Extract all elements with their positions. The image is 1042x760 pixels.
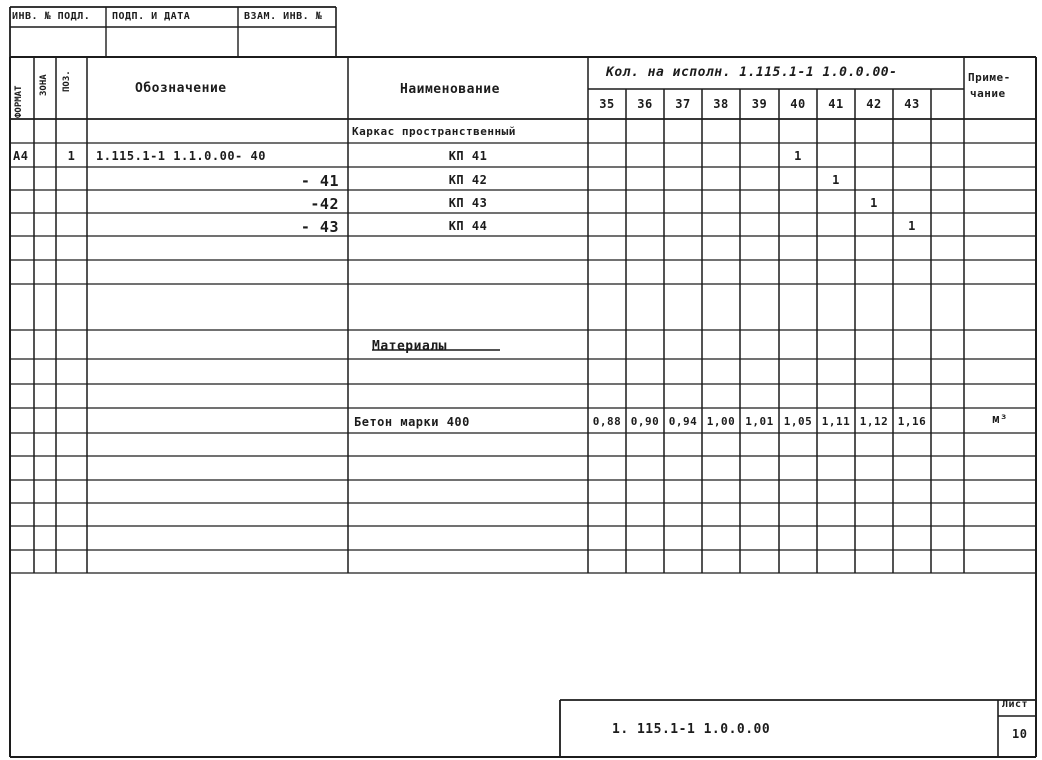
row-format: А4 (13, 149, 29, 163)
header-note-1: Приме- (968, 71, 1011, 84)
title-block-code: 1. 115.1-1 1.0.0.00 (612, 722, 771, 737)
variant-header: 35 (599, 97, 615, 111)
row-qty: 0,88 (592, 415, 622, 428)
row-qty: 0,94 (668, 415, 698, 428)
row-designation: - 43 (300, 218, 339, 236)
row-name: КП 41 (448, 149, 488, 163)
stamp-podp-data: ПОДП. И ДАТА (112, 11, 191, 22)
row-qty: 1 (870, 196, 878, 210)
row-qty: 1,05 (783, 415, 813, 428)
header-format: ФОРМАТ (14, 85, 24, 118)
row-name: КП 44 (448, 219, 488, 233)
row-name: КП 42 (448, 173, 488, 187)
header-qty-title: Кол. на исполн. 1.115.1-1 1.0.0.00- (606, 65, 898, 80)
sheet-label: Лист (1002, 699, 1029, 710)
variant-header: 37 (675, 97, 691, 111)
stamp-inv-podl: ИНВ. № ПОДЛ. (12, 11, 91, 22)
variant-header: 39 (751, 97, 768, 111)
row-designation: 1.115.1-1 1.1.0.00- 40 (96, 149, 266, 163)
row-qty: 0,90 (630, 415, 660, 428)
header-note-2: чание (970, 87, 1006, 100)
row-designation: - 41 (300, 172, 339, 190)
row-note: м³ (992, 412, 1008, 426)
row-qty: 1,01 (745, 415, 774, 428)
row-designation: -42 (310, 195, 339, 213)
row-name: Каркас пространственный (352, 125, 516, 138)
row-qty: 1 (832, 173, 840, 187)
variant-header: 43 (904, 97, 920, 111)
header-designation: Обозначение (135, 81, 227, 96)
header-name: Наименование (400, 82, 500, 97)
header-zona: ЗОНА (39, 74, 49, 96)
row-name: КП 43 (448, 196, 488, 210)
row-qty: 1,00 (706, 415, 736, 428)
row-qty: 1,12 (859, 415, 889, 428)
header-poz: ПОЗ. (62, 70, 72, 92)
variant-header: 40 (790, 97, 806, 111)
stamp-vzam-inv: ВЗАМ. ИНВ. № (244, 11, 323, 22)
variant-header: 36 (637, 97, 653, 111)
row-poz: 1 (67, 149, 76, 163)
variant-header: 38 (713, 97, 729, 111)
row-qty: 1,16 (897, 415, 927, 428)
variant-header: 42 (866, 97, 882, 111)
row-name: Бетон марки 400 (354, 415, 470, 429)
variant-header: 41 (828, 97, 844, 111)
sheet-number: 10 (1012, 727, 1028, 741)
row-qty: 1 (794, 149, 802, 163)
row-name: Материалы (372, 339, 447, 354)
row-qty: 1 (908, 219, 916, 233)
row-qty: 1,11 (821, 415, 851, 428)
